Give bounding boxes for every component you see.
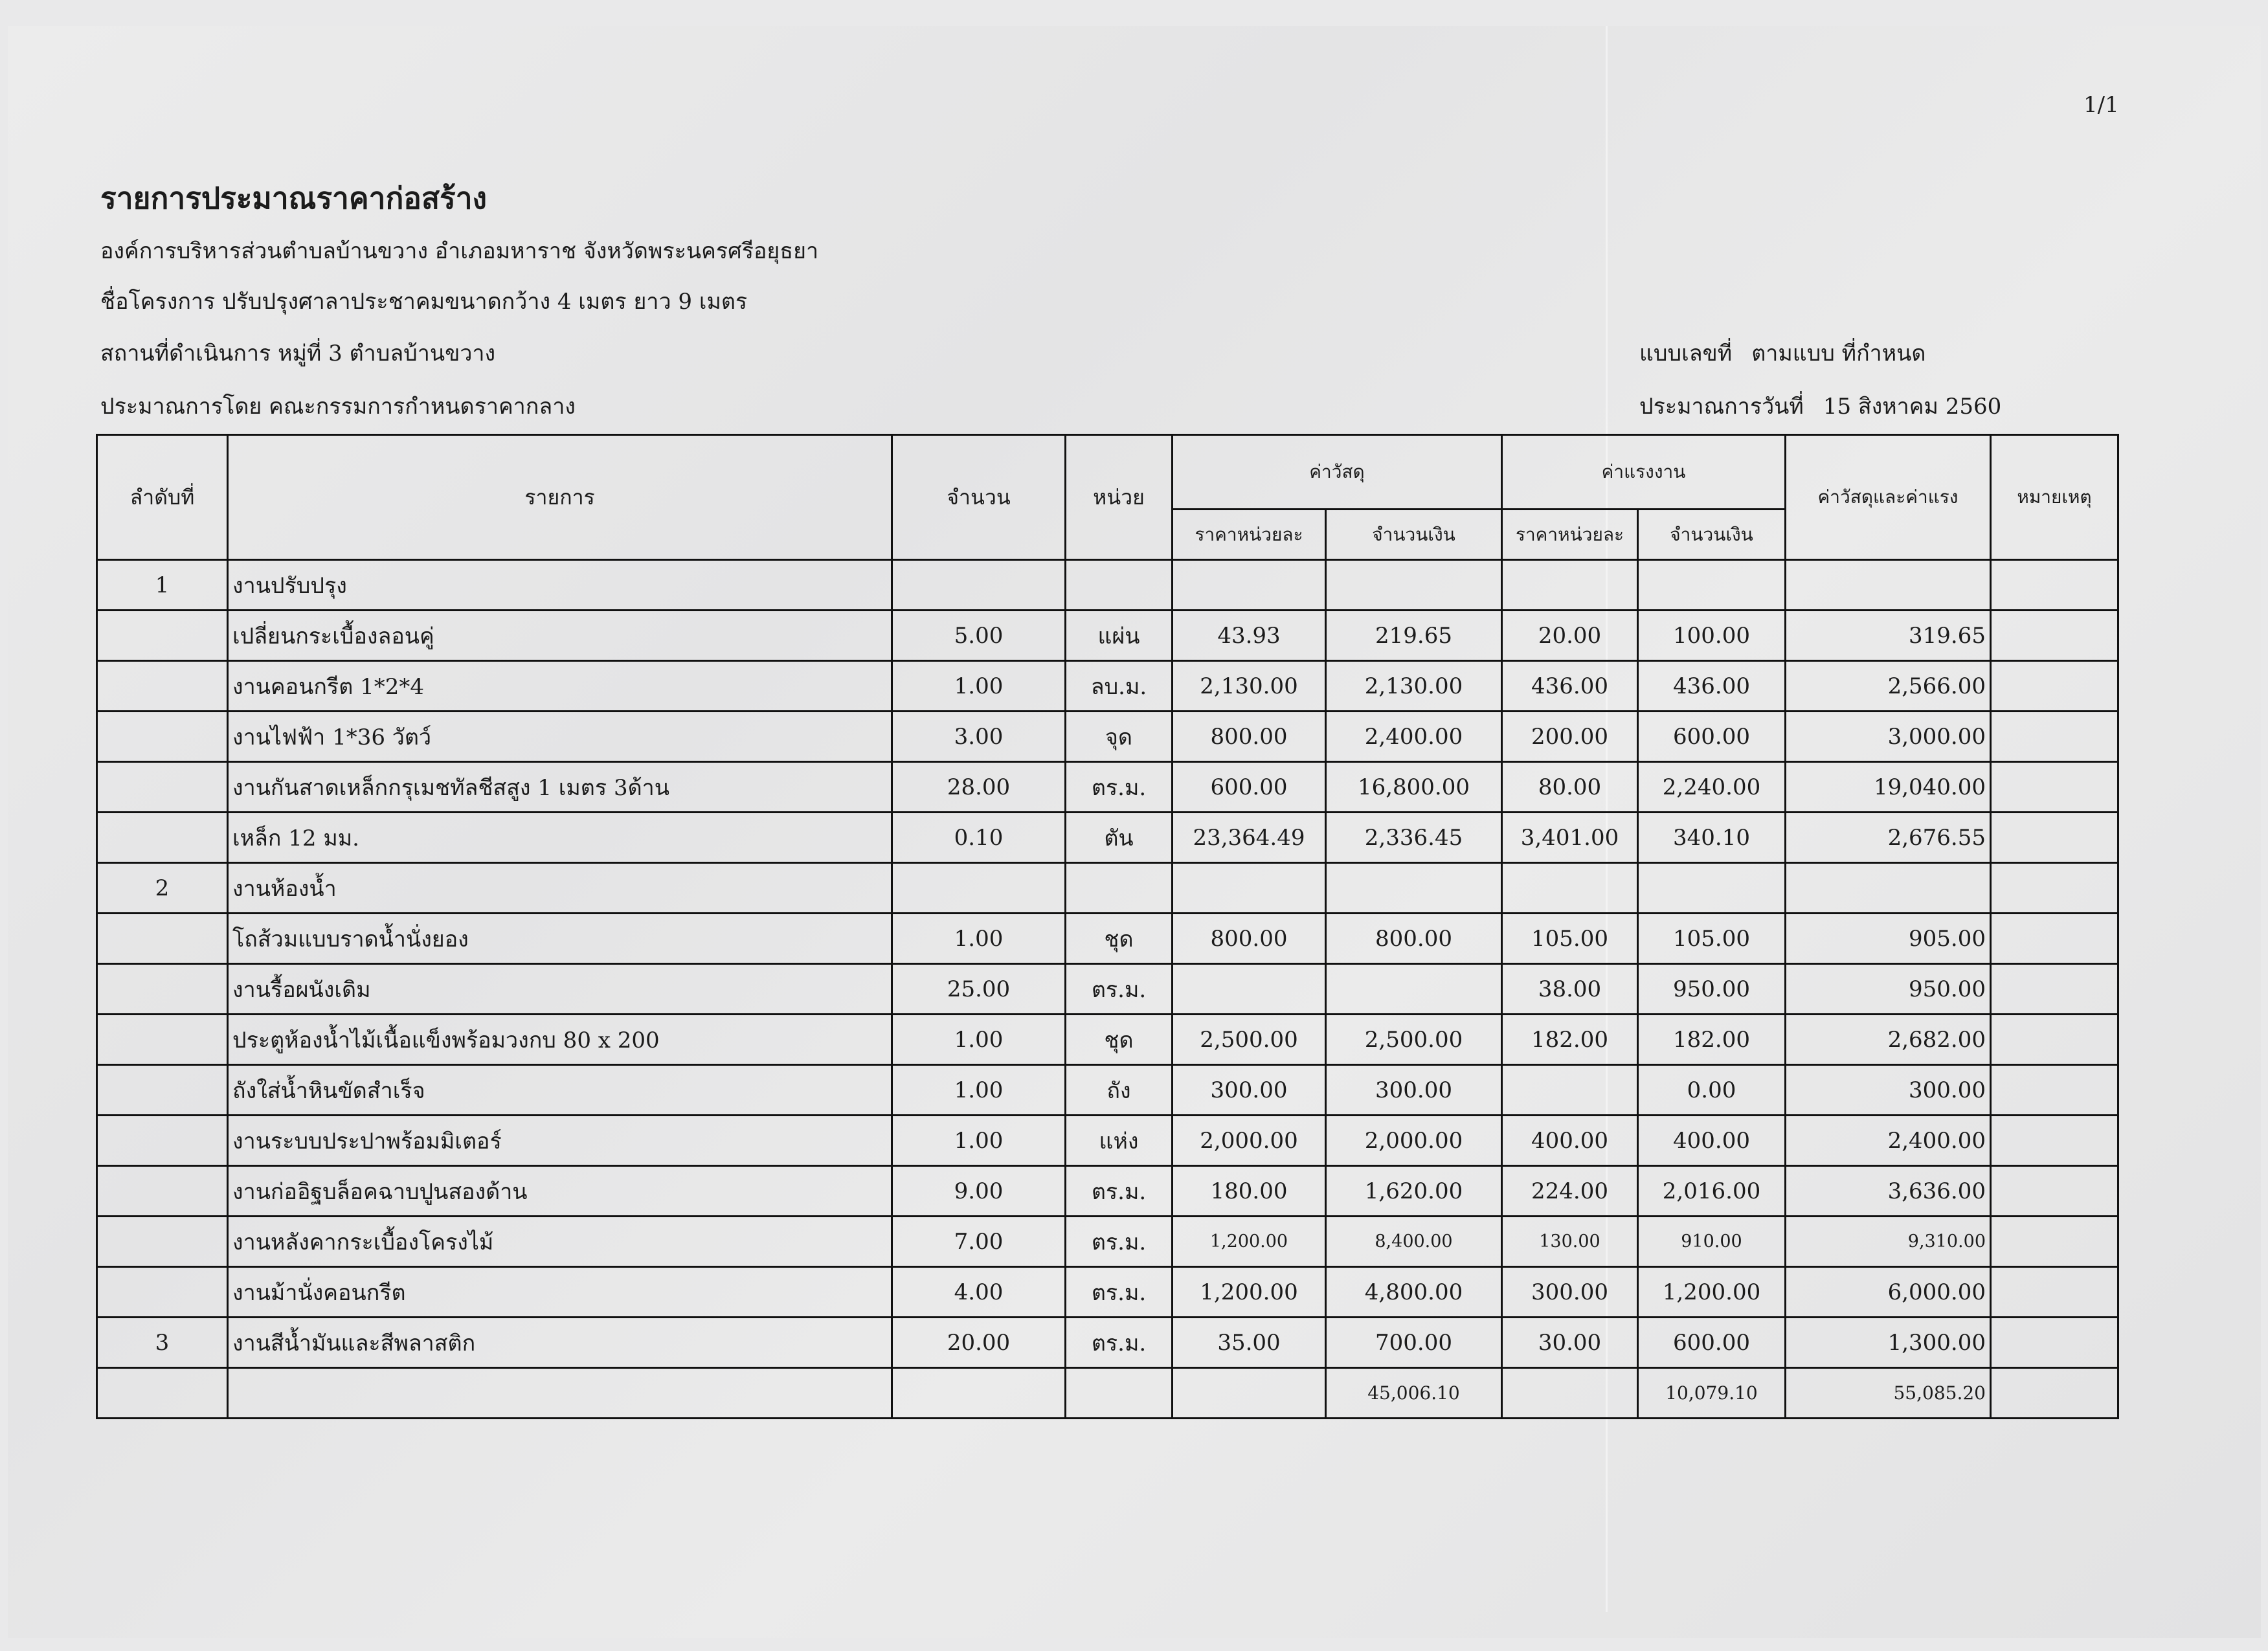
total-cost: 300.00 [1786,1065,1991,1116]
quantity [892,560,1066,611]
col-header-remark: หมายเหตุ [1991,435,2118,560]
table-row [97,661,2118,712]
material-unit-price [1173,964,1326,1015]
material-amount: 2,336.45 [1326,813,1502,863]
labor-amount [1638,560,1786,611]
labor-amount: 182.00 [1638,1015,1786,1065]
remark [1991,661,2118,712]
item-description: งานระบบประปาพร้อมมิเตอร์ [228,1116,892,1166]
total-cost: 2,676.55 [1786,813,1991,863]
item-description: ถังใส่น้ำหินขัดสำเร็จ [228,1065,892,1116]
date-label: ประมาณการวันที่ [1639,394,1804,420]
material-amount: 2,130.00 [1326,661,1502,712]
labor-unit-price: 436.00 [1502,661,1638,712]
unit: แผ่น [1066,611,1173,661]
unit: ตร.ม. [1066,1166,1173,1217]
labor-unit-price: 224.00 [1502,1166,1638,1217]
total-cost: 9,310.00 [1786,1217,1991,1267]
material-amount: 2,000.00 [1326,1116,1502,1166]
col-header-total: ค่าวัสดุและค่าแรง [1786,435,1991,560]
total-cost: 3,636.00 [1786,1166,1991,1217]
material-unit-price [1173,560,1326,611]
col-header-labor-amount: จำนวนเงิน [1638,510,1786,560]
project-line: ชื่อโครงการ ปรับปรุงศาลาประชาคมขนาดกว้าง 4 เมตร ยาว 9 เมตร [100,289,748,315]
material-amount [1326,560,1502,611]
quantity: 1.00 [892,661,1066,712]
total-labor-amount: 10,079.10 [1638,1368,1786,1419]
row-number [97,1065,228,1116]
table-row [97,1267,2118,1318]
labor-amount: 600.00 [1638,712,1786,762]
row-number [97,1267,228,1318]
labor-unit-price: 38.00 [1502,964,1638,1015]
totals-labor-unit-price [1502,1368,1638,1419]
unit [1066,863,1173,914]
total-cost [1786,863,1991,914]
row-number [97,1015,228,1065]
quantity: 1.00 [892,1065,1066,1116]
table-row [97,1015,2118,1065]
item-description: งานรื้อผนังเดิม [228,964,892,1015]
plan-value: ตามแบบ ที่กำหนด [1751,341,1926,366]
col-header-material-unit-price: ราคาหน่วยละ [1173,510,1326,560]
total-cost: 3,000.00 [1786,712,1991,762]
labor-amount: 2,016.00 [1638,1166,1786,1217]
unit: ตร.ม. [1066,964,1173,1015]
quantity: 0.10 [892,813,1066,863]
total-cost: 2,400.00 [1786,1116,1991,1166]
table-row [97,560,2118,611]
item-description: งานหลังคากระเบื้องโครงไม้ [228,1217,892,1267]
remark [1991,1015,2118,1065]
remark [1991,1166,2118,1217]
date-value: 15 สิงหาคม 2560 [1823,394,2002,420]
total-cost: 319.65 [1786,611,1991,661]
labor-amount: 910.00 [1638,1217,1786,1267]
labor-unit-price: 200.00 [1502,712,1638,762]
quantity: 20.00 [892,1318,1066,1368]
quantity: 25.00 [892,964,1066,1015]
labor-unit-price: 400.00 [1502,1116,1638,1166]
unit: ตร.ม. [1066,762,1173,813]
labor-amount: 600.00 [1638,1318,1786,1368]
unit: แห่ง [1066,1116,1173,1166]
plan-number-line [1639,335,1926,370]
unit: ตร.ม. [1066,1217,1173,1267]
grand-total: 55,085.20 [1786,1368,1991,1419]
item-description: งานห้องน้ำ [228,863,892,914]
labor-unit-price: 300.00 [1502,1267,1638,1318]
col-header-qty: จำนวน [892,435,1066,560]
quantity: 1.00 [892,1116,1066,1166]
labor-unit-price [1502,560,1638,611]
table-row [97,1217,2118,1267]
labor-unit-price: 3,401.00 [1502,813,1638,863]
table-row [97,1166,2118,1217]
total-cost: 2,566.00 [1786,661,1991,712]
item-description: โถส้วมแบบราดน้ำนั่งยอง [228,914,892,964]
unit: ถัง [1066,1065,1173,1116]
quantity [892,863,1066,914]
row-number [97,1217,228,1267]
material-amount: 2,400.00 [1326,712,1502,762]
table-row [97,863,2118,914]
quantity: 1.00 [892,914,1066,964]
remark [1991,863,2118,914]
quantity: 5.00 [892,611,1066,661]
labor-amount: 100.00 [1638,611,1786,661]
total-cost: 19,040.00 [1786,762,1991,813]
estimator-line: ประมาณการโดย คณะกรรมการกำหนดราคากลาง [100,394,576,420]
material-unit-price: 180.00 [1173,1166,1326,1217]
labor-amount: 0.00 [1638,1065,1786,1116]
totals-row [97,1368,2118,1419]
row-number: 3 [97,1318,228,1368]
labor-amount: 950.00 [1638,964,1786,1015]
material-unit-price: 800.00 [1173,712,1326,762]
remark [1991,813,2118,863]
material-amount: 8,400.00 [1326,1217,1502,1267]
table-row [97,1318,2118,1368]
table-row [97,762,2118,813]
col-header-no: ลำดับที่ [97,435,228,560]
material-unit-price: 300.00 [1173,1065,1326,1116]
plan-label: แบบเลขที่ [1639,341,1733,366]
remark [1991,1065,2118,1116]
remark [1991,964,2118,1015]
labor-unit-price: 30.00 [1502,1318,1638,1368]
col-header-labor-unit-price: ราคาหน่วยละ [1502,510,1638,560]
quantity: 28.00 [892,762,1066,813]
material-amount: 16,800.00 [1326,762,1502,813]
col-header-material-amount: จำนวนเงิน [1326,510,1502,560]
labor-amount: 2,240.00 [1638,762,1786,813]
totals-no [97,1368,228,1419]
material-amount [1326,964,1502,1015]
table-row [97,914,2118,964]
remark [1991,914,2118,964]
material-unit-price: 1,200.00 [1173,1217,1326,1267]
table-row [97,611,2118,661]
unit: ตร.ม. [1066,1318,1173,1368]
labor-amount: 340.10 [1638,813,1786,863]
quantity: 7.00 [892,1217,1066,1267]
table-row [97,1116,2118,1166]
item-description: งานไฟฟ้า 1*36 วัตว์ [228,712,892,762]
material-unit-price: 1,200.00 [1173,1267,1326,1318]
col-header-material: ค่าวัสดุ [1173,435,1502,510]
unit [1066,560,1173,611]
labor-amount: 1,200.00 [1638,1267,1786,1318]
totals-qty [892,1368,1066,1419]
row-number [97,661,228,712]
page-number: 1/1 [2083,92,2119,118]
estimate-date-line [1639,388,2001,423]
remark [1991,1217,2118,1267]
labor-unit-price [1502,863,1638,914]
total-material-amount: 45,006.10 [1326,1368,1502,1419]
table-row [97,813,2118,863]
total-cost: 2,682.00 [1786,1015,1991,1065]
table-body [97,560,2118,1368]
unit: ตัน [1066,813,1173,863]
labor-amount: 436.00 [1638,661,1786,712]
material-amount: 1,620.00 [1326,1166,1502,1217]
item-description: เหล็ก 12 มม. [228,813,892,863]
total-cost: 6,000.00 [1786,1267,1991,1318]
labor-amount: 400.00 [1638,1116,1786,1166]
material-amount [1326,863,1502,914]
material-unit-price: 2,500.00 [1173,1015,1326,1065]
cost-estimate-table [96,434,2119,1419]
col-header-unit: หน่วย [1066,435,1173,560]
labor-amount: 105.00 [1638,914,1786,964]
totals-unit [1066,1368,1173,1419]
totals-remark [1991,1368,2118,1419]
remark [1991,1116,2118,1166]
item-description: เปลี่ยนกระเบื้องลอนคู่ [228,611,892,661]
material-unit-price: 2,130.00 [1173,661,1326,712]
item-description: งานกันสาดเหล็กกรุเมชทัลชีสสูง 1 เมตร 3ด้าน [228,762,892,813]
labor-unit-price [1502,1065,1638,1116]
item-description: ประตูห้องน้ำไม้เนื้อแข็งพร้อมวงกบ 80 x 200 [228,1015,892,1065]
document-title: รายการประมาณราคาก่อสร้าง [100,181,488,216]
row-number [97,964,228,1015]
unit: ตร.ม. [1066,1267,1173,1318]
unit: ชุด [1066,1015,1173,1065]
totals-material-unit-price [1173,1368,1326,1419]
material-unit-price: 800.00 [1173,914,1326,964]
material-amount: 4,800.00 [1326,1267,1502,1318]
material-amount: 300.00 [1326,1065,1502,1116]
row-number [97,813,228,863]
row-number [97,712,228,762]
remark [1991,560,2118,611]
remark [1991,1318,2118,1368]
location-line: สถานที่ดำเนินการ หมู่ที่ 3 ตำบลบ้านขวาง [100,341,496,366]
row-number [97,1166,228,1217]
material-unit-price: 23,364.49 [1173,813,1326,863]
row-number [97,1116,228,1166]
row-number [97,914,228,964]
quantity: 1.00 [892,1015,1066,1065]
total-cost [1786,560,1991,611]
col-header-item: รายการ [228,435,892,560]
row-number [97,611,228,661]
material-unit-price: 35.00 [1173,1318,1326,1368]
labor-unit-price: 105.00 [1502,914,1638,964]
item-description: งานสีน้ำมันและสีพลาสติก [228,1318,892,1368]
organization-line: องค์การบริหารส่วนตำบลบ้านขวาง อำเภอมหาราช จังหวัดพระนครศรีอยุธยา [100,238,819,264]
unit: จุด [1066,712,1173,762]
row-number: 2 [97,863,228,914]
table-row [97,1065,2118,1116]
labor-unit-price: 20.00 [1502,611,1638,661]
material-unit-price: 2,000.00 [1173,1116,1326,1166]
item-description: งานคอนกรีต 1*2*4 [228,661,892,712]
row-number [97,762,228,813]
quantity: 9.00 [892,1166,1066,1217]
material-amount: 800.00 [1326,914,1502,964]
total-cost: 905.00 [1786,914,1991,964]
remark [1991,712,2118,762]
labor-amount [1638,863,1786,914]
table-row [97,964,2118,1015]
totals-item [228,1368,892,1419]
labor-unit-price: 182.00 [1502,1015,1638,1065]
total-cost: 1,300.00 [1786,1318,1991,1368]
material-amount: 2,500.00 [1326,1015,1502,1065]
col-header-labor: ค่าแรงงาน [1502,435,1786,510]
material-unit-price [1173,863,1326,914]
item-description: งานปรับปรุง [228,560,892,611]
remark [1991,611,2118,661]
material-amount: 700.00 [1326,1318,1502,1368]
unit: ชุด [1066,914,1173,964]
remark [1991,762,2118,813]
quantity: 3.00 [892,712,1066,762]
item-description: งานก่ออิฐบล็อคฉาบปูนสองด้าน [228,1166,892,1217]
labor-unit-price: 80.00 [1502,762,1638,813]
unit: ลบ.ม. [1066,661,1173,712]
item-description: งานม้านั่งคอนกรีต [228,1267,892,1318]
labor-unit-price: 130.00 [1502,1217,1638,1267]
remark [1991,1267,2118,1318]
material-amount: 219.65 [1326,611,1502,661]
material-unit-price: 43.93 [1173,611,1326,661]
row-number: 1 [97,560,228,611]
material-unit-price: 600.00 [1173,762,1326,813]
table-row [97,712,2118,762]
quantity: 4.00 [892,1267,1066,1318]
total-cost: 950.00 [1786,964,1991,1015]
